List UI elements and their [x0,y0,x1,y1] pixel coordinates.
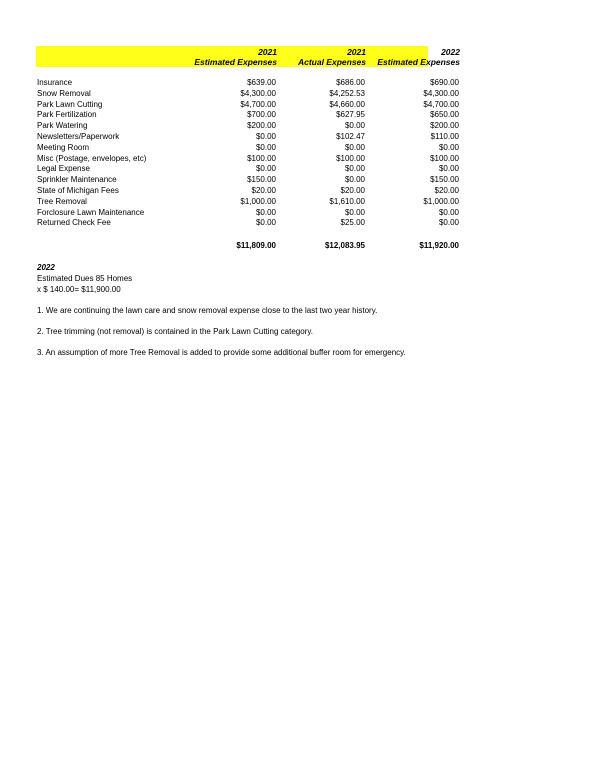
total-act-2021: $12,083.95 [324,241,365,250]
expense-table [37,78,459,229]
est-2021-cell: $0.00 [255,207,276,217]
row-label: Park Fertilization [37,110,97,120]
table-row [37,110,459,121]
row-label: Forclosure Lawn Maintenance [37,207,145,217]
note-3: 3. An assumption of more Tree Removal is added to provide some additional buffer room for emergency. [37,348,406,357]
table-row [37,78,459,89]
est-2022-cell: $0.00 [438,207,459,217]
est-2022-cell: $1,000.00 [423,196,459,206]
header-label: Estimated Expenses [377,57,460,67]
total-est-2022: $11,920.00 [419,241,459,250]
est-2021-cell: $100.00 [247,153,276,163]
row-label: State of Michigan Fees [37,185,119,195]
note-2: 2. Tree trimming (not removal) is contained in the Park Lawn Cutting category. [37,327,313,336]
est-2022-cell: $4,300.00 [423,88,459,98]
row-label: Tree Removal [37,196,87,206]
table-row [37,218,459,229]
table-row [37,131,459,143]
table-row [37,88,459,100]
table-row [37,121,459,132]
est-2021-cell: $639.00 [247,78,276,87]
row-label: Snow Removal [37,88,91,98]
est-2022-cell: $0.00 [438,142,459,152]
act-2021-cell: $102.47 [336,131,365,141]
header-label: Estimated Expenses [194,57,277,67]
table-row [37,142,459,154]
row-label: Park Watering [37,121,88,131]
est-2021-cell: $4,700.00 [240,99,276,109]
est-2021-cell: $20.00 [251,185,276,195]
act-2021-cell: $0.00 [344,121,365,131]
act-2021-cell: $20.00 [340,185,365,195]
table-row [37,164,459,175]
row-label: Returned Check Fee [37,218,111,228]
row-label: Legal Expense [37,164,90,174]
row-label: Sprinkler Maintenance [37,175,117,185]
act-2021-cell: $100.00 [336,153,365,163]
row-label: Newsletters/Paperwork [37,131,120,141]
table-row [37,175,459,186]
row-label: Park Lawn Cutting [37,99,103,109]
header-label: Actual Expenses [297,57,366,67]
header-year: 2021 [347,47,366,57]
act-2021-cell: $0.00 [344,207,365,217]
est-2022-cell: $100.00 [430,153,459,163]
act-2021-cell: $686.00 [336,78,365,87]
est-2021-cell: $150.00 [247,175,276,185]
dues-year: 2022 [37,263,55,272]
est-2022-cell: $0.00 [438,218,459,228]
row-label: Insurance [37,78,73,87]
table-row [37,196,459,208]
act-2021-cell: $1,610.00 [329,196,365,206]
est-2022-cell: $110.00 [430,131,459,141]
header-year: 2021 [258,47,277,57]
act-2021-cell: $0.00 [344,142,365,152]
est-2022-cell: $0.00 [438,164,459,174]
table-row [37,153,459,165]
act-2021-cell: $0.00 [344,175,365,185]
est-2022-cell: $690.00 [430,78,459,87]
totals-row [37,240,459,251]
dues-estimate-line: Estimated Dues 85 Homes [37,274,133,283]
act-2021-cell: $25.00 [340,218,365,228]
est-2022-cell: $650.00 [430,110,459,120]
est-2022-cell: $4,700.00 [423,99,459,109]
note-1: 1. We are continuing the lawn care and snow removal expense close to the last two year history. [37,306,378,315]
est-2022-cell: $150.00 [430,175,459,185]
est-2021-cell: $0.00 [255,131,276,141]
est-2021-cell: $200.00 [247,121,276,131]
table-row [37,207,459,219]
header-year: 2022 [441,47,460,57]
act-2021-cell: $4,660.00 [329,99,365,109]
est-2021-cell: $700.00 [247,110,276,120]
dues-calculation-line: x $ 140.00= $11,900.00 [37,285,121,294]
est-2022-cell: $200.00 [430,121,459,131]
table-row [37,99,459,111]
table-row [37,185,459,197]
est-2021-cell: $0.00 [255,142,276,152]
row-label: Misc (Postage, envelopes, etc) [37,153,147,163]
column-header-bar [36,46,460,67]
est-2022-cell: $20.00 [434,185,459,195]
est-2021-cell: $4,300.00 [240,88,276,98]
act-2021-cell: $4,252.53 [329,88,365,98]
act-2021-cell: $0.00 [344,164,365,174]
est-2021-cell: $0.00 [255,164,276,174]
est-2021-cell: $0.00 [255,218,276,228]
est-2021-cell: $1,000.00 [240,196,276,206]
row-label: Meeting Room [37,142,90,152]
total-est-2021: $11,809.00 [236,241,276,250]
act-2021-cell: $627.95 [336,110,365,120]
